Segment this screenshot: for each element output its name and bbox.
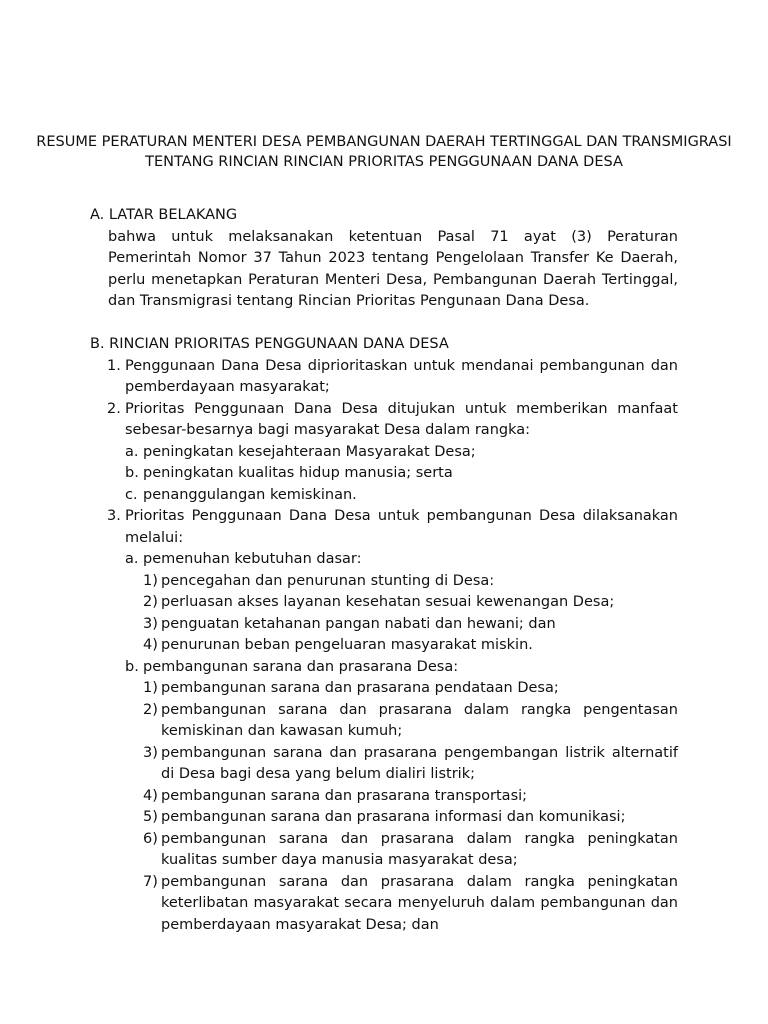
list-item-level-2 [90, 657, 678, 679]
list-item-level-3 [90, 700, 678, 743]
list-item-number: a. [125, 443, 139, 460]
priority-list [90, 356, 678, 937]
list-item-number: 4) [143, 787, 158, 804]
list-item-text: pembangunan sarana dan prasarana dalam rangka peningkatan kualitas sumber daya manusia masyarakat desa; [161, 830, 678, 868]
list-item-level-3 [90, 872, 678, 937]
list-item-level-2 [90, 463, 678, 485]
list-item-number: 2) [143, 594, 158, 610]
list-item-text: Prioritas Penggunaan Dana Desa untuk pembangunan Desa dilaksanakan melalui: [125, 508, 678, 546]
list-item-number: 2. [107, 400, 121, 417]
list-item-number: 5) [143, 809, 158, 825]
list-item-number: 4) [143, 637, 158, 653]
list-item-level-3 [90, 786, 678, 808]
list-item-level-3 [90, 829, 678, 872]
section-a-heading: A. LATAR BELAKANG [90, 207, 238, 223]
list-item-text: pembangunan sarana dan prasarana Desa: [143, 658, 459, 675]
list-item-text: peningkatan kualitas hidup manusia; serta [143, 465, 453, 481]
section-latar-belakang [90, 205, 678, 313]
list-item-text: pembangunan sarana dan prasarana transportasi; [161, 787, 528, 804]
list-item-text: pembangunan sarana dan prasarana dalam rangka pengentasan kemiskinan dan kawasan kumuh; [161, 701, 678, 739]
list-item-level-3 [90, 678, 678, 700]
list-item-level-3 [90, 614, 678, 636]
list-item-level-2 [90, 549, 678, 571]
list-item-level-2 [90, 442, 678, 464]
list-item-number: 6) [143, 830, 158, 847]
list-item-text: pembangunan sarana dan prasarana dalam rangka peningkatan keterlibatan masyarakat secara menyeluruh dalam pembangunan dan pemberdayaan masyarakat Desa; dan [161, 873, 678, 933]
list-item-text: penanggulangan kemiskinan. [143, 486, 357, 503]
document-title [0, 132, 768, 172]
list-item-text: peningkatan kesejahteraan Masyarakat Desa; [143, 443, 476, 460]
list-item-level-3 [90, 592, 678, 614]
list-item-number: 2) [143, 701, 158, 718]
list-item-number: 1) [143, 572, 158, 589]
section-rincian-prioritas [90, 334, 678, 936]
list-item-text: pencegahan dan penurunan stunting di Desa: [161, 572, 495, 589]
list-item-level-3 [90, 743, 678, 786]
list-item-number: 1) [143, 680, 158, 696]
list-item-number: 3) [143, 615, 158, 632]
list-item-number: 3) [143, 744, 158, 761]
list-item-text: penguatan ketahanan pangan nabati dan hewani; dan [161, 615, 556, 632]
list-item-level-1 [90, 399, 678, 442]
title-line-1: RESUME PERATURAN MENTERI DESA PEMBANGUNAN DAERAH TERTINGGAL DAN TRANSMIGRASI [36, 134, 732, 150]
list-item-number: a. [125, 551, 139, 567]
list-item-level-1 [90, 506, 678, 549]
list-item-level-3 [90, 807, 678, 829]
title-line-2: TENTANG RINCIAN RINCIAN PRIORITAS PENGGUNAAN DANA DESA [145, 154, 623, 170]
list-item-text: pembangunan sarana dan prasarana pendataan Desa; [161, 680, 559, 696]
list-item-number: b. [125, 465, 139, 481]
list-item-text: Prioritas Penggunaan Dana Desa ditujukan untuk memberikan manfaat sebesar-besarnya bagi masyarakat Desa dalam rangka: [125, 400, 678, 438]
section-a-paragraph: bahwa untuk melaksanakan ketentuan Pasal 71 ayat (3) Peraturan Pemerintah Nomor 37 Tahun 2023 tentang Pengelolaan Transfer Ke Daerah, perlu menetapkan Peraturan Menteri Desa, Pembangunan Daerah Tertinggal, dan Transmigrasi tentang Rincian Prioritas Pengunaan Dana Desa. [108, 228, 678, 309]
list-item-text: pembangunan sarana dan prasarana informasi dan komunikasi; [161, 809, 626, 825]
list-item-number: 7) [143, 873, 158, 890]
list-item-number: 1. [107, 357, 121, 374]
section-b-heading: B. RINCIAN PRIORITAS PENGGUNAAN DANA DESA [90, 336, 449, 352]
list-item-text: pemenuhan kebutuhan dasar: [143, 551, 362, 567]
list-item-level-2 [90, 485, 678, 507]
list-item-text: Penggunaan Dana Desa diprioritaskan untuk mendanai pembangunan dan pemberdayaan masyarakat; [125, 357, 678, 395]
list-item-number: c. [125, 486, 138, 503]
list-item-level-1 [90, 356, 678, 399]
list-item-text: penurunan beban pengeluaran masyarakat miskin. [161, 637, 533, 653]
list-item-level-3 [90, 571, 678, 593]
list-item-number: 3. [107, 508, 121, 524]
list-item-number: b. [125, 658, 139, 675]
list-item-level-3 [90, 635, 678, 657]
list-item-text: pembangunan sarana dan prasarana pengembangan listrik alternatif di Desa bagi desa yang belum dialiri listrik; [161, 744, 678, 782]
list-item-text: perluasan akses layanan kesehatan sesuai kewenangan Desa; [161, 594, 615, 610]
